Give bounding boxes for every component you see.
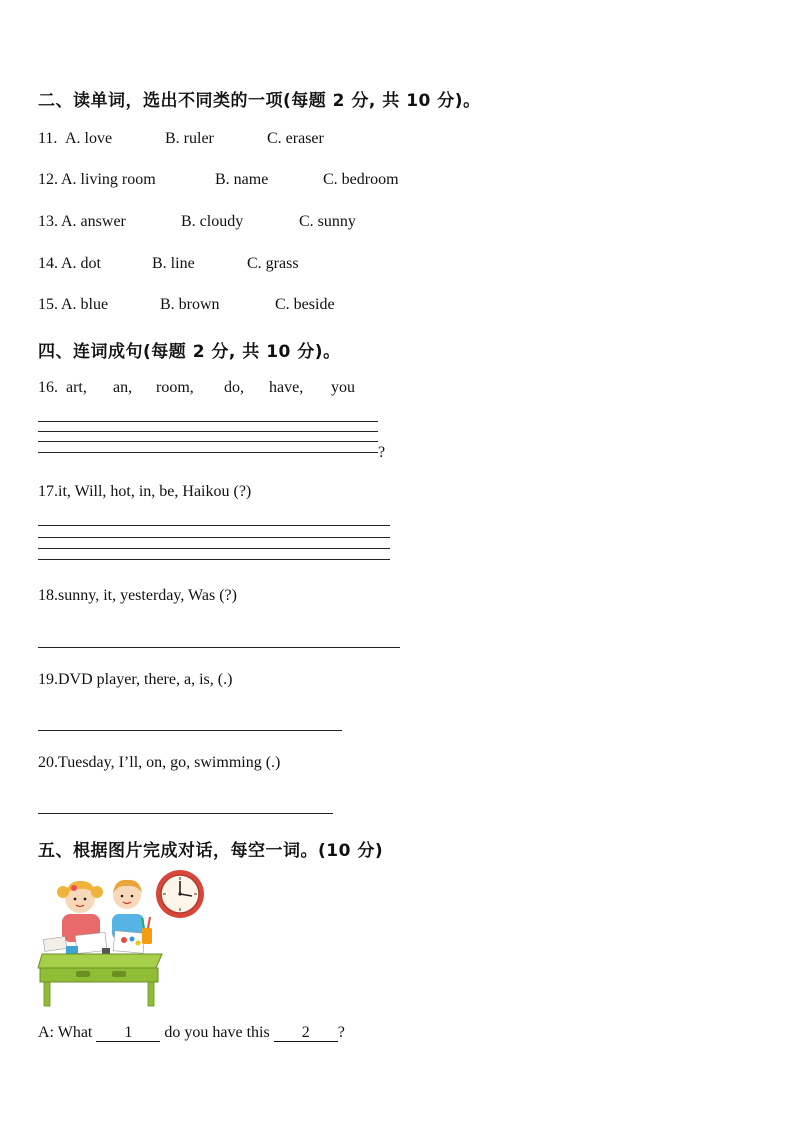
question-number: 13. (38, 213, 58, 230)
question-number: 11. (38, 130, 58, 147)
option-a: A. dot (61, 255, 101, 272)
blank-1[interactable]: 1 (96, 1025, 160, 1042)
answer-line (38, 537, 390, 538)
question-20: 20.Tuesday, I’ll, on, go, swimming (.) (38, 754, 281, 771)
option-b: B. brown (160, 296, 220, 313)
dialogue-middle: do you have this (164, 1024, 270, 1041)
option-a: A. blue (61, 296, 109, 313)
dialogue-end: ? (337, 1024, 345, 1041)
desk (38, 954, 162, 1006)
option-b: B. name (215, 171, 269, 188)
option-b: B. cloudy (181, 213, 244, 230)
blank-2[interactable]: 2 (274, 1025, 338, 1042)
question-18: 18.sunny, it, yesterday, Was (?) (38, 587, 237, 604)
word-5: have, (269, 379, 304, 396)
question-13 (38, 213, 356, 231)
question-number: 12. (38, 171, 58, 188)
answer-line (38, 548, 390, 549)
question-19: 19.DVD player, there, a, is, (.) (38, 671, 233, 688)
option-c: C. eraser (267, 130, 324, 147)
dialogue-line-a (38, 1024, 345, 1042)
word-6: you (331, 379, 355, 396)
option-b: B. line (152, 255, 195, 272)
answer-line (38, 452, 378, 453)
answer-line (38, 813, 333, 814)
word-2: an, (113, 379, 133, 396)
option-a: A. living room (61, 171, 156, 188)
classroom-illustration (36, 868, 208, 1010)
question-16 (38, 379, 355, 397)
answer-line (38, 647, 400, 648)
section-5-title: 五、根据图片完成对话，每空一词。(10 分) (38, 841, 384, 861)
question-17: 17.it, Will, hot, in, be, Haikou (?) (38, 483, 252, 500)
answer-line (38, 421, 378, 422)
girl-figure (57, 881, 103, 942)
answer-line (38, 730, 342, 731)
question-14 (38, 255, 299, 273)
answer-line (38, 441, 378, 442)
section-4-title: 四、连词成句(每题 2 分, 共 10 分)。 (38, 342, 341, 362)
word-1: art, (66, 379, 87, 396)
option-c: C. bedroom (323, 171, 399, 188)
answer-line (38, 559, 390, 560)
question-number: 15. (38, 296, 58, 313)
section-2-title: 二、读单词，选出不同类的一项(每题 2 分, 共 10 分)。 (38, 91, 481, 111)
option-a: A. love (65, 130, 113, 147)
question-15 (38, 296, 335, 314)
word-4: do, (224, 379, 244, 396)
question-number: 14. (38, 255, 58, 272)
question-mark: ? (378, 444, 386, 461)
question-12 (38, 171, 399, 189)
option-c: C. grass (247, 255, 299, 272)
option-c: C. sunny (299, 213, 356, 230)
option-b: B. ruler (165, 130, 214, 147)
answer-line (38, 431, 378, 432)
clock-icon (156, 870, 204, 918)
option-c: C. beside (275, 296, 335, 313)
question-11 (38, 130, 324, 148)
question-number: 16. (38, 379, 58, 396)
option-a: A. answer (61, 213, 126, 230)
dialogue-speaker: A: What (38, 1024, 93, 1041)
word-3: room, (156, 379, 194, 396)
answer-line (38, 525, 390, 526)
